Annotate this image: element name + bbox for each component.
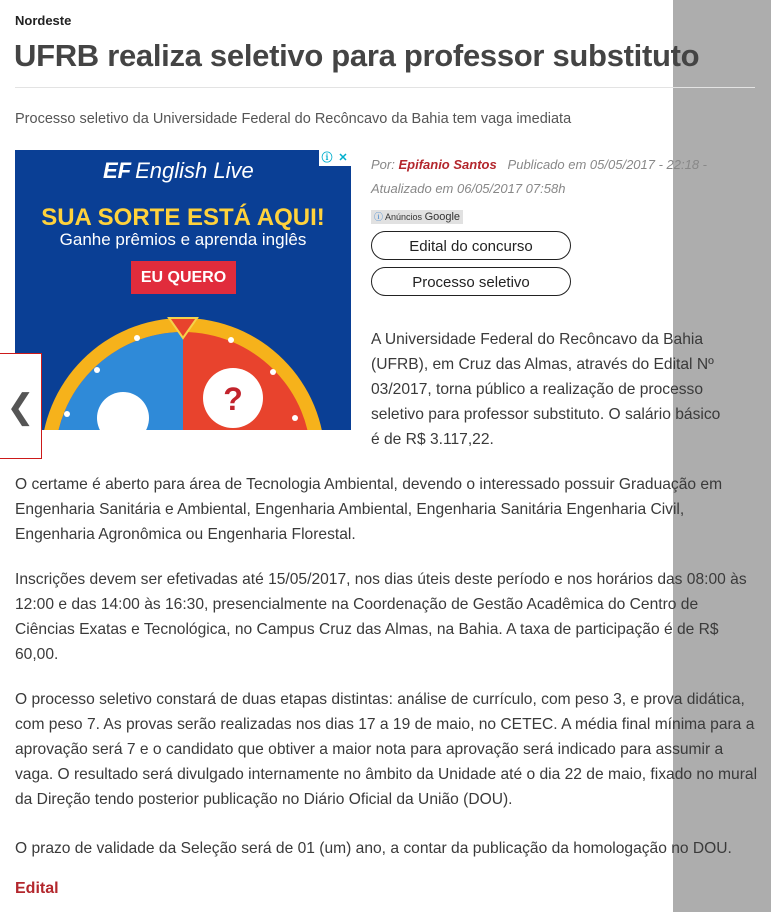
author-link[interactable]: Epifanio Santos	[398, 157, 497, 172]
ad-banner[interactable]	[15, 150, 351, 430]
ad-brand	[103, 158, 254, 184]
published-date: Publicado em 05/05/2017 - 22:18 -	[507, 157, 708, 172]
wheel-question-glyph: ?	[223, 381, 243, 417]
title-divider	[15, 87, 755, 88]
edital-link[interactable]: Edital	[15, 880, 59, 897]
ad-close-icon[interactable]: ✕	[338, 152, 348, 164]
google-ads-label[interactable]	[371, 210, 463, 224]
article-paragraph: O prazo de validade da Seleção será de 01 (um) ano, a contar da publicação da homologação no DOU.	[15, 840, 732, 857]
article-subtitle: Processo seletivo da Universidade Federal do Recôncavo da Bahia tem vaga imediata	[15, 111, 572, 127]
ad-brand-mark: EF	[103, 158, 132, 183]
ad-link-edital-concurso[interactable]: Edital do concurso	[371, 231, 571, 260]
article-paragraph: Inscrições devem ser efetivadas até 15/05/2017, nos dias úteis deste período e nos horários das 08:00 às 12:00 e das 14:00 às 16:30, presencialmente na Coordenação de Gestão Acadêmica do Centro de Ciências Exatas e Tecnológica, no Campus Cruz das Almas, na Bahia. A taxa de participação é de R$ 60,00.	[15, 571, 747, 663]
ad-brand-name: English Live	[135, 158, 254, 183]
updated-date: Atualizado em 06/05/2017 07:58h	[371, 181, 566, 196]
prize-wheel-icon	[33, 310, 333, 430]
ad-subline: Ganhe prêmios e aprenda inglês	[59, 230, 307, 249]
section-label[interactable]: Nordeste	[15, 13, 72, 28]
ad-link-processo-seletivo[interactable]: Processo seletivo	[371, 267, 571, 296]
google-brand: Google	[424, 211, 461, 223]
ad-info-icon[interactable]: ⓘ	[321, 152, 333, 164]
byline-prefix: Por:	[371, 157, 395, 172]
article-paragraph: A Universidade Federal do Recôncavo da Bahia (UFRB), em Cruz das Almas, através do Edital Nº 03/2017, torna público a realização de processo seletivo para professor substituto. O salário básico é de R$ 3.117,22.	[371, 331, 721, 448]
previous-article-arrow[interactable]: ❮	[0, 353, 42, 459]
article-paragraph: O certame é aberto para área de Tecnologia Ambiental, devendo o interessado possuir Graduação em Engenharia Sanitária e Ambiental, Engenharia Ambiental, Engenharia Sanitária Engenharia Civil, Engenharia Agronômica ou Engenharia Florestal.	[15, 476, 723, 543]
ad-choices[interactable]	[319, 150, 351, 166]
article-meta	[371, 153, 736, 201]
ads-label: Anúncios	[385, 212, 423, 222]
page-title: UFRB realiza seletivo para professor substituto	[14, 38, 700, 73]
article-paragraph: O processo seletivo constará de duas etapas distintas: análise de currículo, com peso 3, e prova didática, com peso 7. As provas serão realizadas nos dias 17 a 19 de maio, no CETEC. A média final mínima para a aprovação será 7 e o candidato que obtiver a maior nota para aprovação será indicado para assumir a vaga. O resultado será divulgado internamente no âmbito da Unidade até o dia 22 de maio, fixado no mural da Direção tendo posterior publicação no Diário Oficial da União (DOU).	[15, 691, 758, 808]
ad-headline: SUA SORTE ESTÁ AQUI!	[41, 204, 325, 231]
info-icon: ⓘ	[374, 212, 384, 222]
ad-cta-button[interactable]: EU QUERO	[131, 261, 236, 294]
